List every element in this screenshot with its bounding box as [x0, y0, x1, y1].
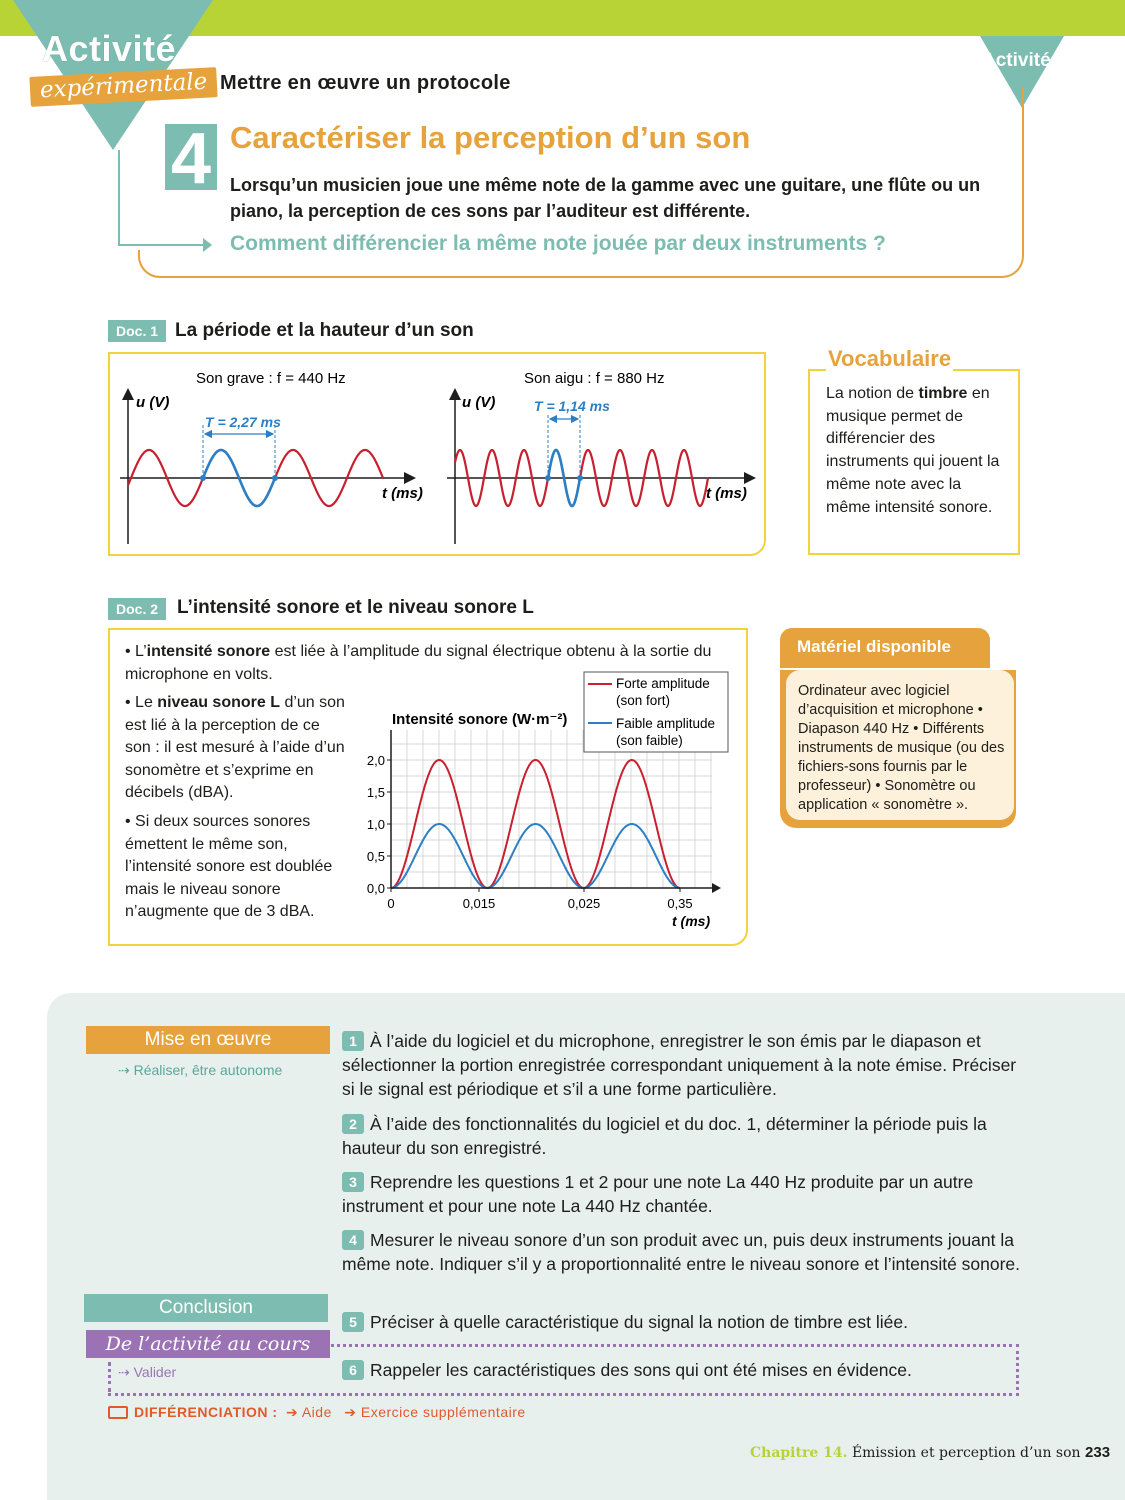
chart-grid: [391, 730, 712, 888]
x-tick-label: 0,015: [462, 896, 496, 911]
x-tick-label: 0,35: [667, 896, 693, 911]
laptop-icon: [108, 1406, 128, 1419]
page-title: Caractériser la perception d’un son: [230, 120, 751, 155]
left-period-label: T = 2,27 ms: [205, 414, 281, 430]
task-6: 6 Rappeler les caractéristiques des sons qui ont été mises en évidence.: [342, 1358, 1012, 1382]
page-footer: [750, 1444, 1110, 1461]
x-axis-arrow-icon: [712, 883, 721, 893]
left-graph-label: Son grave : f = 440 Hz: [196, 370, 346, 387]
page-number: 233: [1085, 1444, 1111, 1461]
right-graph-label: Son aigu : f = 880 Hz: [524, 370, 665, 387]
left-y-label: u (V): [136, 394, 170, 411]
chart-title: Intensité sonore (W·m⁻²): [392, 711, 568, 728]
legend-strong-sub: (son fort): [616, 693, 671, 708]
task-2: 2 À l’aide des fonctionnalités du logiciel et du doc. 1, déterminer la période puis la hauteur du son enregistré.: [342, 1114, 987, 1158]
mise-en-oeuvre-skill: ⇢ Réaliser, être autonome: [118, 1062, 283, 1078]
mise-en-oeuvre-tag: Mise en œuvre: [86, 1026, 330, 1054]
footer-chapter: Chapitre 14.: [750, 1445, 848, 1461]
arrow-circle-icon: ➔: [285, 1404, 299, 1420]
activity-badge-subtitle: expérimentale: [29, 67, 218, 107]
cours-tag: De l’activité au cours: [86, 1330, 330, 1358]
connector-line: [118, 150, 120, 246]
footer-chapter-title: Émission et perception d’un son: [851, 1445, 1081, 1461]
right-x-label: t (ms): [706, 485, 747, 502]
right-period-dot: [545, 475, 551, 481]
y-tick-label: 1,5: [366, 785, 385, 800]
y-tick-label: 2,0: [366, 753, 385, 768]
doc2-bullet-3: • Si deux sources sonores émettent le même son, l’intensité sonore est doublée mais le niveau sonore n’augmente que de 3 dBA.: [125, 813, 333, 920]
activity-number: 4: [165, 124, 217, 190]
key-question: Comment différencier la même note jouée par deux instruments ?: [230, 232, 886, 255]
left-period-dot: [272, 475, 278, 481]
connector-line-h: [118, 244, 204, 246]
doc1-title: La période et la hauteur d’un son: [175, 320, 474, 341]
x-tick-label: 0: [387, 896, 395, 911]
chart-x-label: t (ms): [672, 913, 711, 929]
doc1-graphs: [110, 354, 760, 550]
differenciation-bar: DIFFÉRENCIATION : ➔ Aide ➔ Exercice supplémentaire: [108, 1404, 526, 1421]
cours-frame-left: [108, 1362, 111, 1392]
y-tick-label: 1,0: [366, 817, 385, 832]
task-3: 3 Reprendre les questions 1 et 2 pour une note La 440 Hz produite par un autre instrument et pour une note La 440 Hz chantée.: [342, 1172, 974, 1216]
doc2-bullet-1: • L’intensité sonore est liée à l’amplitude du signal électrique obtenu à la sortie du microphone en volts.: [125, 643, 712, 683]
left-period-dot: [200, 475, 206, 481]
arrow-icon: [203, 238, 212, 252]
materiel-text: Ordinateur avec logiciel d’acquisition et microphone • Diapason 440 Hz • Différents instruments de musique (ou des fichiers-sons fournis par le professeur) • Sonomètre ou application « sonomètre ».: [798, 683, 1005, 813]
materiel-header: Matériel disponible: [780, 628, 990, 668]
conclusion-tag: Conclusion: [84, 1294, 328, 1322]
right-period-dot: [577, 475, 583, 481]
corner-label: Activité: [982, 50, 1051, 71]
intro-text: Lorsqu’un musicien joue une même note de la gamme avec une guitare, une flûte ou un piano, la perception de ces sons par l’auditeur est différente.: [230, 175, 981, 221]
y-tick-label: 0,5: [366, 849, 385, 864]
aide-link[interactable]: ➔ Aide: [285, 1404, 332, 1420]
legend-weak-sub: (son faible): [616, 733, 683, 748]
x-tick-label: 0,025: [567, 896, 601, 911]
vocab-text: La notion de timbre en musique permet de différencier des instruments qui jouent la même note avec la même intensité sonore.: [826, 385, 1000, 516]
activity-badge-title: Activité: [42, 28, 177, 69]
doc2-bullet-2: • Le niveau sonore L d’un son est lié à la perception de ce son : il est mesuré à l’aide d’un sonomètre et s’exprime en décibels (dBA).: [125, 694, 345, 801]
legend-weak-label: Faible amplitude: [616, 716, 716, 731]
task-1: 1 À l’aide du logiciel et du microphone, enregistrer le son émis par le diapason et sélectionner la portion enregistrée correspondant uniquement à la note émise. Préciser si le signal est périodique et s’il a une forme particulière.: [342, 1031, 1017, 1099]
doc1-tag: Doc. 1: [108, 320, 166, 342]
intensity-chart: [350, 664, 735, 934]
valider-skill: ⇢ Valider: [118, 1364, 177, 1380]
left-x-label: t (ms): [382, 485, 423, 502]
doc2-title: L’intensité sonore et le niveau sonore L: [177, 597, 534, 618]
task-5: 5 Préciser à quelle caractéristique du signal la notion de timbre est liée.: [342, 1310, 1022, 1334]
right-period-label: T = 1,14 ms: [534, 398, 610, 414]
right-y-label: u (V): [462, 394, 496, 411]
arrow-circle-icon: ➔: [344, 1404, 357, 1420]
exercice-link[interactable]: ➔ Exercice supplémentaire: [344, 1404, 526, 1420]
title-frame-corner: [138, 250, 170, 278]
protocol-label: Mettre en œuvre un protocole: [220, 72, 511, 94]
legend-strong-label: Forte amplitude: [616, 676, 710, 691]
y-tick-label: 0,0: [366, 881, 385, 896]
task-4: 4 Mesurer le niveau sonore d’un son produit avec un, puis deux instruments jouant la même note. Indiquer s’il y a proportionnalité entre le niveau sonore et l’intensité sonore.: [342, 1230, 1021, 1274]
vocab-title: Vocabulaire: [828, 346, 952, 371]
doc2-tag: Doc. 2: [108, 598, 166, 620]
